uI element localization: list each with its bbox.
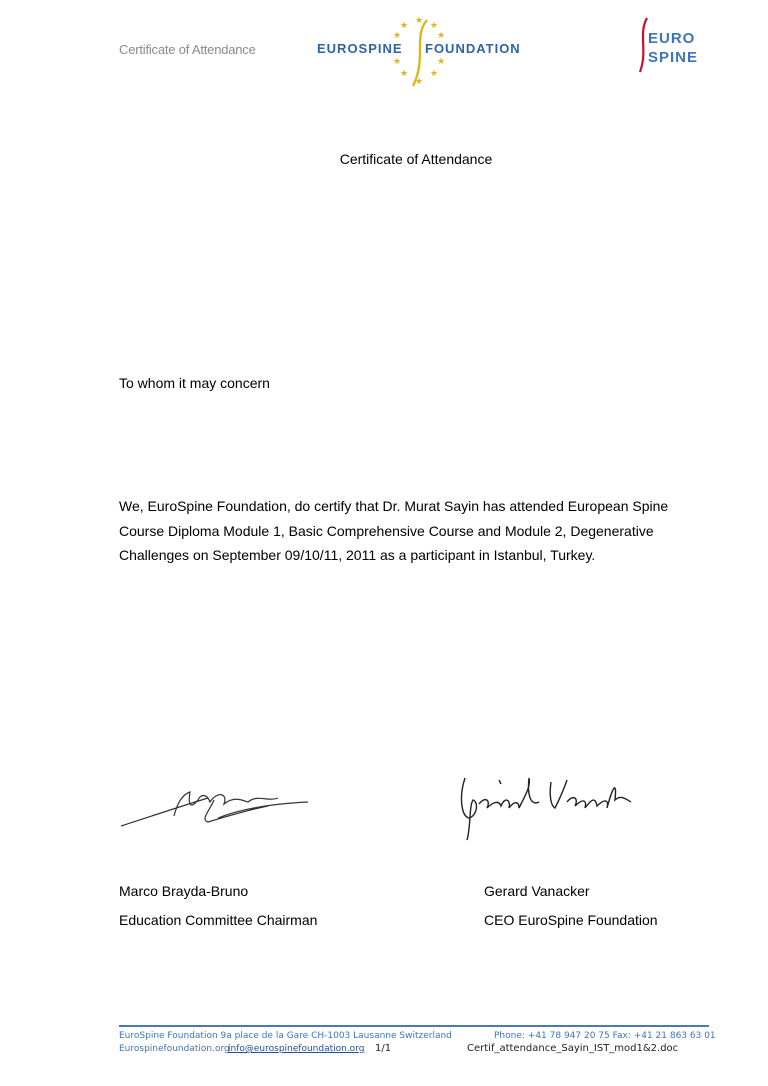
footer-divider xyxy=(119,1025,709,1027)
signature-brayda-bruno xyxy=(118,780,318,840)
page-number: 1/1 xyxy=(375,1043,392,1054)
certificate-body xyxy=(119,494,719,568)
body-line: Challenges on September 09/10/11, 2011 as a participant in Istanbul, Turkey. xyxy=(119,547,596,563)
logo-word-foundation: FOUNDATION xyxy=(425,41,521,56)
signer-name: Marco Brayda-Bruno xyxy=(119,883,249,899)
signer-name: Gerard Vanacker xyxy=(484,883,590,899)
salutation: To whom it may concern xyxy=(119,375,270,391)
footer-phone: Phone: +41 78 947 20 75 Fax: +41 21 863 63 01 xyxy=(494,1031,716,1041)
svg-text:★: ★ xyxy=(393,57,402,67)
svg-text:★: ★ xyxy=(437,57,446,67)
body-line: We, EuroSpine Foundation, do certify that Dr. Murat Sayin has attended European Spine xyxy=(119,498,669,514)
eurospine-logo xyxy=(636,16,716,74)
svg-text:★: ★ xyxy=(400,21,409,31)
svg-text:★: ★ xyxy=(430,21,439,31)
logo-word-eurospine: EUROSPINE xyxy=(317,41,403,56)
svg-text:★: ★ xyxy=(415,16,424,26)
header-label: Certificate of Attendance xyxy=(119,42,256,57)
eurospine-foundation-logo xyxy=(315,14,535,92)
svg-text:★: ★ xyxy=(393,31,402,41)
svg-text:★: ★ xyxy=(415,77,424,87)
body-line: Course Diploma Module 1, Basic Comprehensive Course and Module 2, Degenerative xyxy=(119,522,654,539)
footer-website: Eurospinefoundation.org xyxy=(119,1044,230,1054)
signer-role: Education Committee Chairman xyxy=(119,912,318,928)
svg-text:★: ★ xyxy=(437,31,446,41)
document-title: Certificate of Attendance xyxy=(339,151,493,167)
svg-text:★: ★ xyxy=(400,69,409,79)
footer-email-link[interactable]: info@eurospinefoundation.org xyxy=(228,1044,365,1054)
logo-word-euro: EURO xyxy=(648,30,696,47)
svg-text:★: ★ xyxy=(430,69,439,79)
footer-filename: Certif_attendance_Sayin_IST_mod1&2.doc xyxy=(467,1043,679,1054)
footer-address: EuroSpine Foundation 9a place de la Gare CH-1003 Lausanne Switzerland xyxy=(119,1031,452,1041)
signature-vanacker xyxy=(455,766,645,851)
logo-word-spine: SPINE xyxy=(648,49,699,66)
signer-role: CEO EuroSpine Foundation xyxy=(484,912,658,928)
